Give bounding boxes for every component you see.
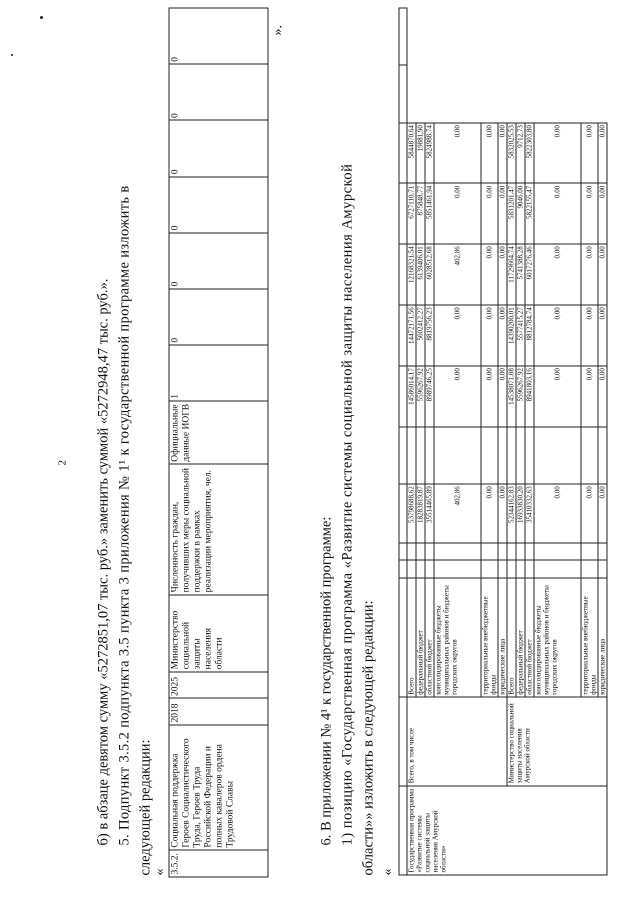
data-source: Официальные данные ИОГВ [169, 401, 268, 464]
funding-source-label: Всего [407, 578, 416, 697]
funding-source-label: территориальные внебюджетные фонды [581, 578, 598, 697]
value-cell: 1 [169, 345, 268, 401]
amount-cell: 52344162,83 [507, 483, 516, 542]
amount-cell: 0,00 [581, 243, 598, 304]
funding-source-label: федеральный бюджет [416, 578, 425, 697]
amount-cell: 8812784,74 [525, 304, 534, 365]
start-year: 2018 [169, 698, 268, 725]
page-number: 2 [56, 459, 68, 465]
value-cell: 0 [169, 288, 268, 344]
paragraph-5-line2: следующей редакции: [137, 738, 153, 875]
opening-quote: « [152, 868, 167, 875]
funding-source-label: юридические лица [498, 578, 507, 697]
table-row [507, 8, 516, 875]
amount-cell: 0,00 [481, 243, 498, 304]
ministry-name: Министерство социальной защиты населения Амурской области [507, 697, 607, 786]
amount-cell: 5596267,92 [516, 365, 525, 426]
funding-source-label: Всего [507, 578, 516, 697]
funding-source-label: консолидированные бюджеты муниципальных районов и бюджеты городских округов [534, 578, 581, 697]
amount-cell: 8989746,25 [425, 365, 434, 426]
amount-cell: 0,00 [498, 483, 507, 542]
funding-source-label: областной бюджет [425, 578, 434, 697]
amount-cell: 14538071,08 [507, 365, 516, 426]
amount-cell: 14586014,17 [407, 365, 416, 426]
amount-cell: 0,00 [534, 483, 581, 542]
amount-cell: 6028512,68 [425, 243, 434, 304]
amount-cell: 5822303,80 [525, 122, 534, 183]
empty-cell [525, 542, 534, 560]
empty-cell [434, 560, 481, 578]
paragraph-6: 6. В приложении № 4¹ к государственной программе: [318, 516, 334, 845]
empty-cell [498, 542, 507, 560]
value-cell: 0 [169, 8, 268, 64]
executor: Министерство социальной защиты населения области [169, 594, 268, 671]
amount-cell: 6727110,71 [407, 183, 416, 244]
empty-cell [416, 426, 425, 483]
empty-cell [481, 542, 498, 560]
empty-cell [434, 542, 481, 560]
empty-cell [407, 426, 416, 483]
amount-cell: 0,00 [498, 183, 507, 244]
row-number: 3.5.2. [169, 850, 268, 877]
indicator: Численность граждан, получивших меры социальной поддержки в рамках реализации мероприятия, чел. [169, 464, 268, 595]
amount-cell: 0,00 [598, 183, 607, 244]
empty-cell [516, 542, 525, 560]
empty-cell [581, 560, 598, 578]
amount-cell: 875848,77 [416, 183, 425, 244]
amount-cell: 0,00 [498, 122, 507, 183]
amount-cell: 0,00 [581, 304, 598, 365]
funding-source-label: федеральный бюджет [516, 578, 525, 697]
amount-cell: 12168321,54 [407, 243, 416, 304]
amount-cell: 5602412,27 [416, 304, 425, 365]
table-row [407, 8, 416, 875]
value-cell: 0 [169, 120, 268, 176]
funding-source-label: областной бюджет [525, 578, 534, 697]
empty-cell [425, 560, 434, 578]
amount-cell: 0,00 [481, 122, 498, 183]
amount-cell: 35410332,63 [525, 483, 534, 542]
amount-cell: 402,86 [434, 243, 481, 304]
paragraph-6-1-line1: 1) позицию «Государственная программа «Развитие системы социальной защиты населения Амурской [339, 163, 355, 845]
value-cell: 0 [169, 176, 268, 232]
amount-cell: 0,00 [534, 122, 581, 183]
empty-cell [581, 542, 598, 560]
amount-cell: 0,00 [534, 243, 581, 304]
table-header-row [399, 8, 407, 875]
empty-cell [525, 560, 534, 578]
empty-cell [498, 426, 507, 483]
program-name: Государственная программа «Развитие системы социальной защиты населения Амурской области» [407, 785, 607, 874]
empty-cell [416, 542, 425, 560]
amount-cell: 0,00 [481, 365, 498, 426]
amount-cell: 16933830,20 [516, 483, 525, 542]
amount-cell: 5596267,92 [416, 365, 425, 426]
closing-quote: ». [270, 24, 285, 35]
value-cell: 0 [169, 232, 268, 288]
empty-cell [434, 426, 481, 483]
amount-cell: 14472171,56 [407, 304, 416, 365]
amount-cell: 18283819,87 [416, 483, 425, 542]
empty-cell [481, 560, 498, 578]
empty-cell [598, 560, 607, 578]
amount-cell: 6017276,46 [525, 243, 534, 304]
empty-cell [581, 426, 598, 483]
amount-cell: 0,00 [598, 243, 607, 304]
empty-cell [525, 426, 534, 483]
amount-cell: 0,00 [581, 483, 598, 542]
amount-cell: 0,00 [481, 183, 498, 244]
subprogram-table [168, 7, 268, 877]
empty-cell [425, 542, 434, 560]
empty-cell [507, 560, 516, 578]
amount-cell: 9712,73 [516, 122, 525, 183]
funding-table [398, 7, 607, 875]
amount-cell: 19881,90 [416, 122, 425, 183]
empty-cell [598, 426, 607, 483]
amount-cell: 6139406,01 [416, 243, 425, 304]
opening-quote-2: « [380, 868, 395, 875]
table-row [169, 8, 268, 877]
amount-cell: 5831201,47 [507, 183, 516, 244]
empty-cell [534, 426, 581, 483]
empty-cell [407, 542, 416, 560]
empty-cell [516, 560, 525, 578]
paragraph-b: б) в абзаце девятом сумму «5272851,07 тыс. руб.» заменить суммой «5272948,47 тыс. руб.». [95, 278, 111, 845]
amount-cell: 0,00 [581, 183, 598, 244]
amount-cell: 402,86 [434, 483, 481, 542]
amount-cell: 0,00 [434, 122, 481, 183]
amount-cell: 5824988,74 [425, 122, 434, 183]
funding-source-label: территориальные внебюджетные фонды [481, 578, 498, 697]
empty-cell [481, 426, 498, 483]
paragraph-5-line1: 5. Подпункт 3.5.2 подпункта 3.5 пункта 3 приложения № 1¹ к государственной программе изложить в [116, 184, 132, 845]
paragraph-6-1-line2: области»» изложить в следующей редакции: [360, 599, 376, 875]
amount-cell: 0,00 [498, 304, 507, 365]
measure-name: Социальная поддержка Героев Социалистического Труда, Героев Труда Российской Федерации и полных кавалеров ордена Трудовой Славы [169, 725, 268, 850]
amount-cell: 0,00 [498, 243, 507, 304]
amount-cell: 0,00 [581, 365, 598, 426]
funding-source-label: юридические лица [598, 578, 607, 697]
value-cell: 0 [169, 64, 268, 120]
empty-cell [507, 542, 516, 560]
amount-cell: 5844870,64 [407, 122, 416, 183]
amount-cell: 0,00 [598, 122, 607, 183]
empty-cell [516, 426, 525, 483]
amount-cell: 5822155,47 [525, 183, 534, 244]
empty-cell [407, 560, 416, 578]
empty-cell [534, 560, 581, 578]
amount-cell: 0,00 [598, 365, 607, 426]
empty-cell [416, 560, 425, 578]
amount-cell: 53798688,62 [407, 483, 416, 542]
amount-cell: 9046,00 [516, 183, 525, 244]
amount-cell: 0,00 [534, 304, 581, 365]
amount-cell: 35514465,89 [425, 483, 434, 542]
amount-cell: 8941803,16 [525, 365, 534, 426]
empty-cell [598, 542, 607, 560]
amount-cell: 0,00 [598, 304, 607, 365]
amount-cell: 5741388,28 [516, 243, 525, 304]
empty-cell [498, 560, 507, 578]
total-label: Всего, в том числе [407, 697, 507, 786]
amount-cell: 0,00 [481, 304, 498, 365]
amount-cell: 0,00 [434, 183, 481, 244]
amount-cell: 0,00 [434, 304, 481, 365]
amount-cell: 5851461,94 [425, 183, 434, 244]
amount-cell: 0,00 [534, 183, 581, 244]
amount-cell: 8819756,23 [425, 304, 434, 365]
end-year: 2025 [169, 671, 268, 698]
amount-cell: 0,00 [434, 365, 481, 426]
amount-cell: 0,00 [481, 483, 498, 542]
amount-cell: 0,00 [534, 365, 581, 426]
amount-cell: 11729664,74 [507, 243, 516, 304]
amount-cell: 5832025,53 [507, 122, 516, 183]
amount-cell: 5577415,27 [516, 304, 525, 365]
amount-cell: 0,00 [598, 483, 607, 542]
empty-cell [425, 426, 434, 483]
amount-cell: 0,00 [581, 122, 598, 183]
amount-cell: 14390200,01 [507, 304, 516, 365]
amount-cell: 0,00 [498, 365, 507, 426]
funding-source-label: консолидированные бюджеты муниципальных районов и бюджеты городских округов [434, 578, 481, 697]
empty-cell [507, 426, 516, 483]
empty-cell [534, 542, 581, 560]
